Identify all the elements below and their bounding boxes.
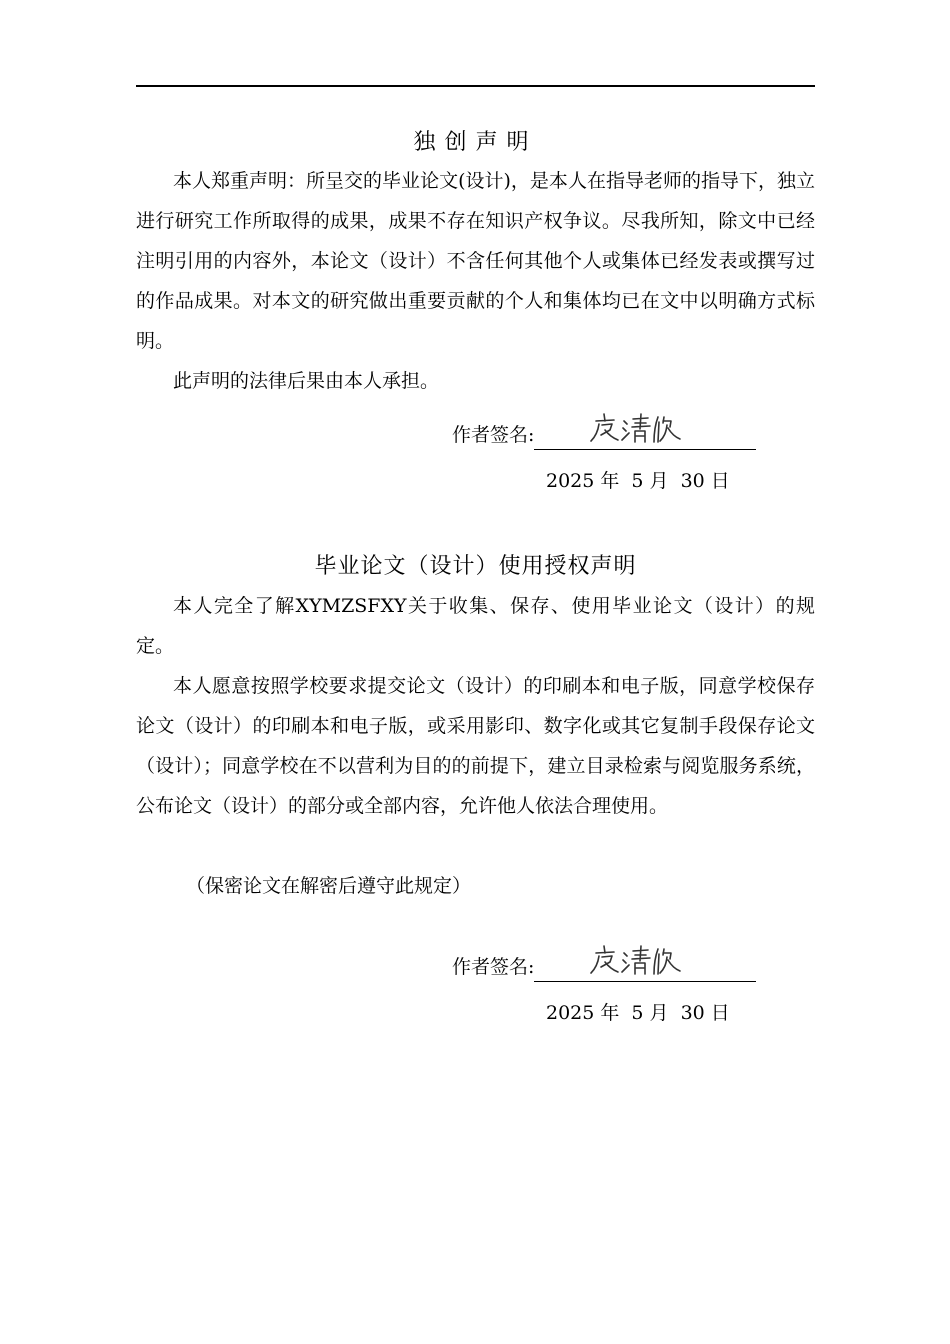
date-month-unit: 月 bbox=[649, 470, 669, 492]
authorization-date bbox=[546, 998, 736, 1028]
authorization-paragraph-3: （保密论文在解密后遵守此规定） bbox=[186, 875, 472, 897]
date-day: 30 bbox=[680, 470, 705, 492]
handwritten-signature bbox=[588, 943, 688, 977]
declaration-paragraph-1: 本人郑重声明：所呈交的毕业论文(设计)，是本人在指导老师的指导下，独立进行研究工作所取得的成果，成果不存在知识产权争议。尽我所知，除文中已经注明引用的内容外，本论文（设计）不含任何其他个人或集体已经发表或撰写过的作品成果。对本文的研究做出重要贡献的个人和集体均已在文中以明确方式标明。 bbox=[136, 170, 815, 352]
authorization-title: 毕业论文（设计）使用授权声明 bbox=[314, 554, 637, 579]
signature-label: 作者签名: bbox=[452, 956, 535, 978]
declaration-title: 独创声明 bbox=[413, 130, 538, 155]
header-rule bbox=[136, 85, 815, 87]
date-year: 2025 bbox=[546, 1002, 595, 1024]
authorization-paragraph-2: 本人愿意按照学校要求提交论文（设计）的印刷本和电子版，同意学校保存论文（设计）的印刷本和电子版，或采用影印、数字化或其它复制手段保存论文（设计）；同意学校在不以营利为目的的前提下，建立目录检索与阅览服务系统，公布论文（设计）的部分或全部内容，允许他人依法合理使用。 bbox=[136, 675, 815, 817]
date-year: 2025 bbox=[546, 470, 595, 492]
date-month: 5 bbox=[631, 1002, 644, 1024]
date-day: 30 bbox=[680, 1002, 705, 1024]
declaration-date bbox=[546, 466, 736, 496]
declaration-signature-line bbox=[452, 420, 756, 450]
signature-field bbox=[534, 425, 756, 450]
handwritten-signature bbox=[588, 411, 688, 445]
date-year-unit: 年 bbox=[600, 470, 620, 492]
signature-field bbox=[534, 957, 756, 982]
authorization-paragraph-1: 本人完全了解XYMZSFXY关于收集、保存、使用毕业论文（设计）的规定。 bbox=[136, 595, 815, 657]
date-day-unit: 日 bbox=[710, 470, 730, 492]
date-month: 5 bbox=[631, 470, 644, 492]
date-day-unit: 日 bbox=[710, 1002, 730, 1024]
date-month-unit: 月 bbox=[649, 1002, 669, 1024]
declaration-paragraph-2: 此声明的法律后果由本人承担。 bbox=[173, 370, 440, 392]
signature-label: 作者签名: bbox=[452, 424, 535, 446]
date-year-unit: 年 bbox=[600, 1002, 620, 1024]
authorization-signature-line bbox=[452, 952, 756, 982]
